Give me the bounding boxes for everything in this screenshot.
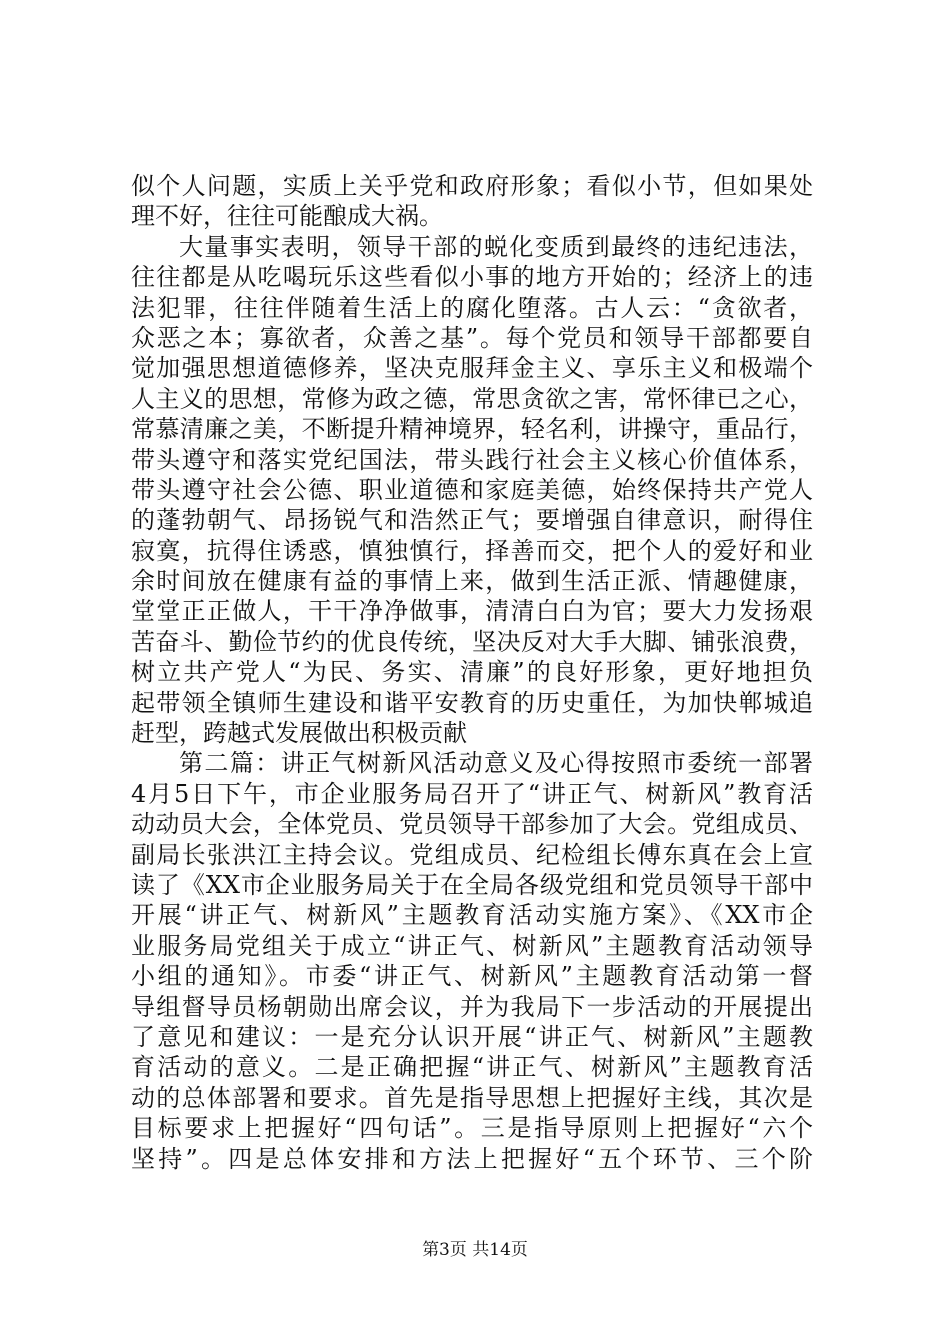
text-line: 了意见和建议：一是充分认识开展“讲正气、树新风”主题教 [131,1022,813,1051]
text-line: 导组督导员杨朝勋出席会议，并为我局下一步活动的开展提出 [131,992,813,1021]
text-line: 育活动的意义。二是正确把握“讲正气、树新风”主题教育活 [131,1053,813,1082]
text-line: 的蓬勃朝气、昂扬锐气和浩然正气；要增强自律意识，耐得住 [131,506,813,535]
text-line: 树立共产党人“为民、务实、清廉”的良好形象，更好地担负 [131,658,813,687]
text-line: 带头遵守社会公德、职业道德和家庭美德，始终保持共产党人 [131,475,813,504]
text-line: 常慕清廉之美，不断提升精神境界，轻名利，讲操守，重品行， [131,415,813,444]
text-line: 4月5日下午，市企业服务局召开了“讲正气、树新风”教育活 [131,779,813,808]
text-line: 起带领全镇师生建设和谐平安教育的历史重任，为加快郸城追 [131,688,813,717]
text-line: 堂堂正正做人，干干净净做事，清清白白为官；要大力发扬艰 [131,597,813,626]
text-line: 副局长张洪江主持会议。党组成员、纪检组长傅东真在会上宣 [131,840,813,869]
text-line: 余时间放在健康有益的事情上来，做到生活正派、情趣健康， [131,567,813,596]
text-line: 众恶之本；寡欲者，众善之基”。每个党员和领导干部都要自 [131,323,813,352]
text-line: 动动员大会，全体党员、党员领导干部参加了大会。党组成员、 [131,810,813,839]
text-line: 人主义的思想，常修为政之德，常思贪欲之害，常怀律已之心， [131,384,813,413]
document-body [131,171,813,1174]
text-line: 开展“讲正气、树新风”主题教育活动实施方案》、《XX市企 [131,901,813,930]
text-line: 小组的通知》。市委“讲正气、树新风”主题教育活动第一督 [131,962,813,991]
text-line: 苦奋斗、勤俭节约的优良传统，坚决反对大手大脚、铺张浪费， [131,627,813,656]
text-line: 寂寞，抗得住诱惑，慎独慎行，择善而交，把个人的爱好和业 [131,536,813,565]
text-line: 理不好，往往可能酿成大祸。 [131,202,443,231]
text-line: 往往都是从吃喝玩乐这些看似小事的地方开始的；经济上的违 [131,263,813,292]
page-number-footer: 第3页 共14页 [422,1240,528,1260]
text-line: 法犯罪，往往伴随着生活上的腐化堕落。古人云：“贪欲者， [131,293,813,322]
text-line: 赶型，跨越式发展做出积极贡献 [131,719,467,748]
text-line: 动的总体部署和要求。首先是指导思想上把握好主线，其次是 [131,1083,813,1112]
text-line: 似个人问题，实质上关乎党和政府形象；看似小节，但如果处 [131,172,813,200]
text-line: 业服务局党组关于成立“讲正气、树新风”主题教育活动领导 [131,931,813,960]
text-line: 读了《XX市企业服务局关于在全局各级党组和党员领导干部中 [131,870,813,899]
text-line: 带头遵守和落实党纪国法，带头践行社会主义核心价值体系， [131,445,813,474]
text-line: 坚持”。四是总体安排和方法上把握好“五个环节、三个阶 [131,1144,813,1173]
text-line: 大量事实表明，领导干部的蜕化变质到最终的违纪违法， [179,232,813,261]
text-line: 目标要求上把握好“四句话”。三是指导原则上把握好“六个 [131,1114,813,1143]
text-line: 觉加强思想道德修养，坚决克服拜金主义、享乐主义和极端个 [131,354,813,383]
section-heading-line: 第二篇：讲正气树新风活动意义及心得按照市委统一部署 [179,749,813,778]
